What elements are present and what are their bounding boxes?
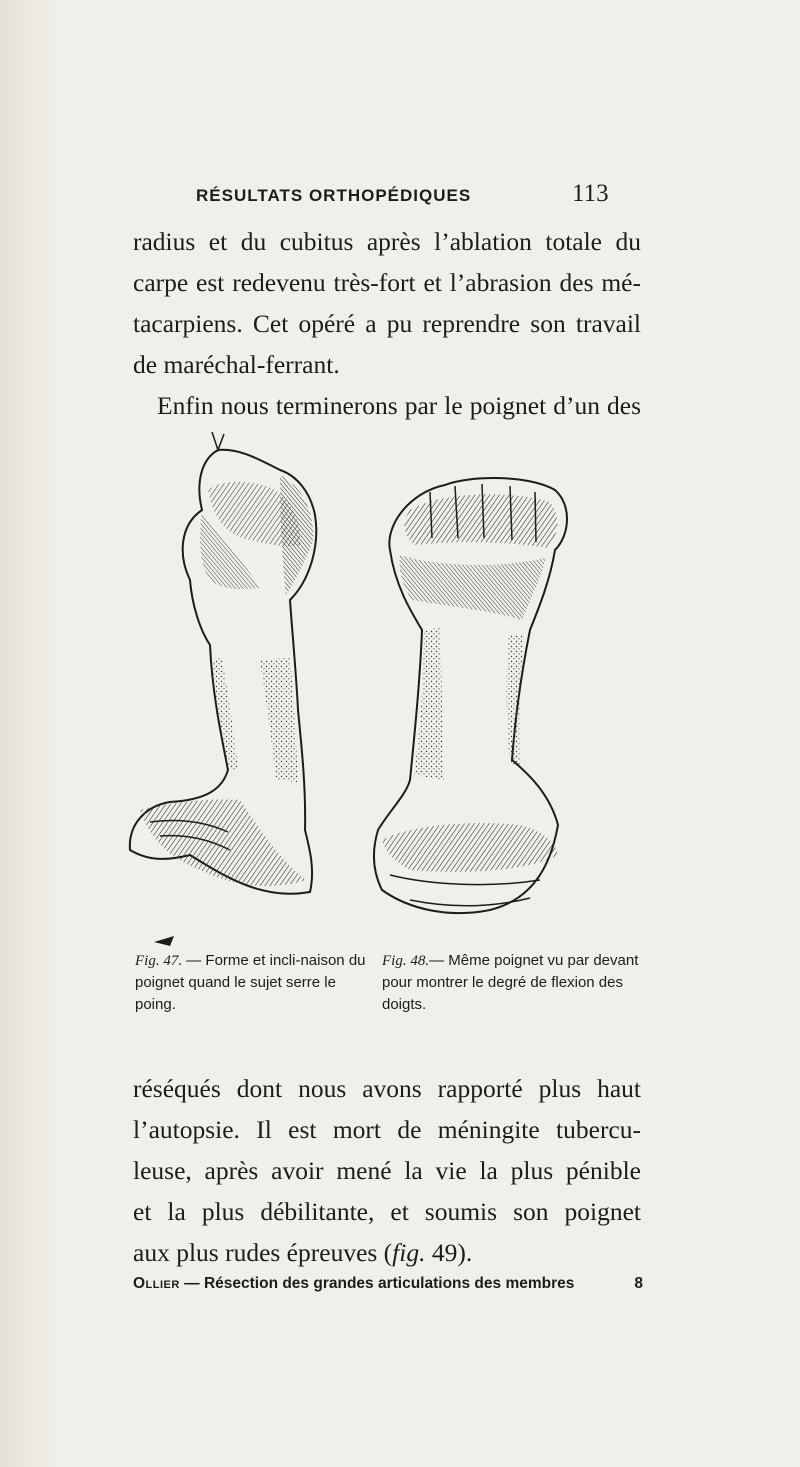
- page-edge-shadow: [0, 0, 60, 1467]
- text-line: leuse, après avoir mené la vie la plus pénible: [133, 1156, 641, 1185]
- text-line: de maréchal-ferrant.: [133, 350, 340, 379]
- figure-47-text: — Forme et incli-naison du poignet quand le sujet serre le poing.: [135, 952, 366, 1013]
- figure-47-label: Fig. 47.: [135, 953, 183, 969]
- text-fragment: 49).: [425, 1238, 473, 1267]
- text-line: tacarpiens. Cet opéré a pu reprendre son travail: [133, 309, 641, 338]
- text-fragment: aux plus rudes épreuves (: [133, 1238, 393, 1267]
- wrist-illustrations: [110, 430, 620, 950]
- page-number: 113: [572, 180, 609, 207]
- footer-book-title: — Résection des grandes articulations des membres: [179, 1275, 575, 1292]
- text-line: réséqués dont nous avons rapporté plus haut: [133, 1074, 641, 1103]
- text-line: carpe est redevenu très-fort et l’abrasion des mé-: [133, 268, 641, 297]
- text-line: et la plus débilitante, et soumis son poignet: [133, 1197, 641, 1226]
- text-line: l’autopsie. Il est mort de méningite tubercu-: [133, 1115, 641, 1144]
- footer-title: [133, 1275, 574, 1293]
- figure-48-caption: [382, 950, 642, 1016]
- text-line: Enfin nous terminerons par le poignet d’un des: [157, 391, 641, 420]
- running-title: RÉSULTATS ORTHOPÉDIQUES: [196, 186, 472, 205]
- text-line: [133, 1232, 641, 1273]
- fig-48-illustration: [374, 478, 567, 913]
- figure-reference: fig.: [392, 1238, 426, 1267]
- text-line: radius et du cubitus après l’ablation totale du: [133, 227, 641, 256]
- figure-48-label: Fig. 48.: [382, 953, 430, 969]
- figure-47-caption: [135, 950, 375, 1016]
- figure-48-text: — Même poignet vu par devant pour montrer le degré de flexion des doigts.: [382, 952, 639, 1013]
- footer-author: Ollier: [133, 1275, 180, 1292]
- signature-mark: 8: [634, 1275, 643, 1292]
- body-text-top: [133, 221, 641, 426]
- fig-47-illustration: [130, 432, 316, 946]
- body-text-bottom: [133, 1068, 641, 1273]
- page-footer: [133, 1275, 643, 1293]
